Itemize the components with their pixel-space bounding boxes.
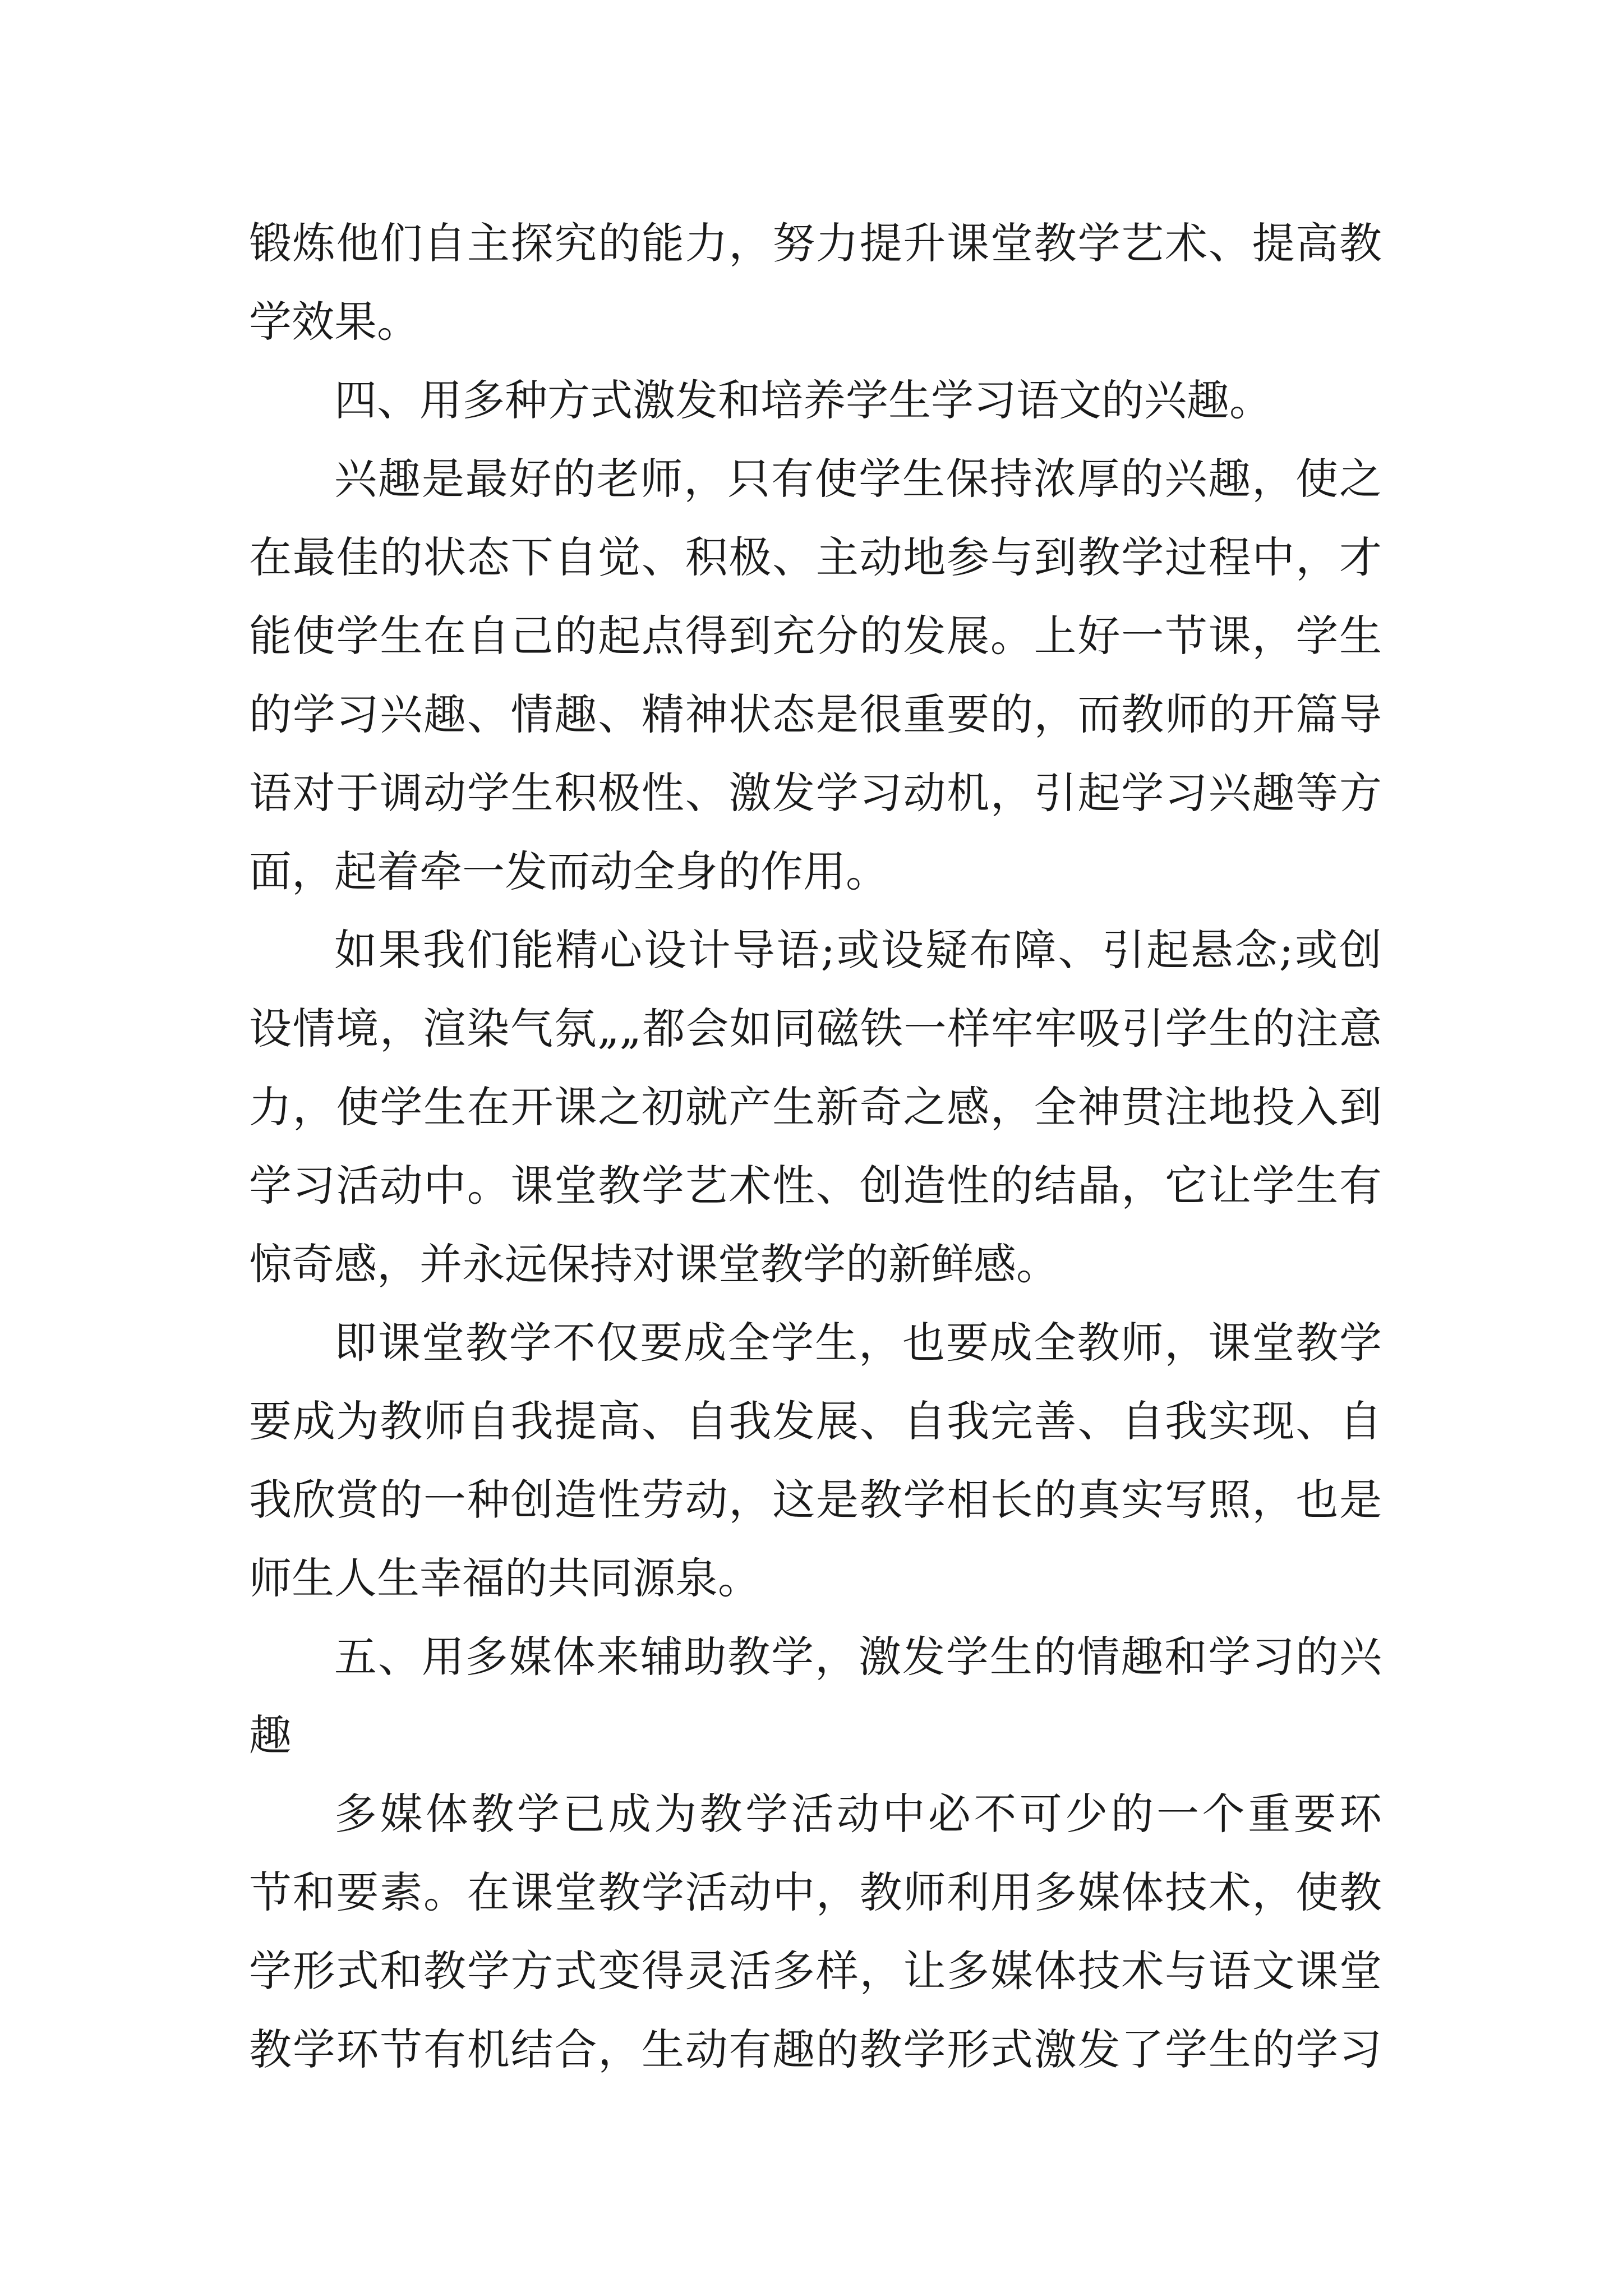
text-line: 力，使学生在开课之初就产生新奇之感，全神贯注地投入到	[249, 1082, 1382, 1132]
text-line: 语对于调动学生积极性、激发学习动机，引起学习兴趣等方	[249, 768, 1382, 818]
text-line: 学形式和教学方式变得灵活多样，让多媒体技术与语文课堂	[249, 1946, 1382, 1996]
text-line: 即课堂教学不仅要成全学生，也要成全教师，课堂教学	[334, 1318, 1382, 1368]
text-line: 学习活动中。课堂教学艺术性、创造性的结晶，它让学生有	[249, 1161, 1382, 1211]
text-line: 师生人生幸福的共同源泉。	[249, 1553, 760, 1603]
text-line: 锻炼他们自主探究的能力，努力提升课堂教学艺术、提高教	[249, 218, 1382, 268]
text-line: 节和要素。在课堂教学活动中，教师利用多媒体技术，使教	[249, 1867, 1382, 1917]
section-heading: 趣	[249, 1710, 292, 1760]
text-line: 要成为教师自我提高、自我发展、自我完善、自我实现、自	[249, 1396, 1382, 1446]
text-line: 学效果。	[249, 297, 419, 347]
text-line: 多媒体教学已成为教学活动中必不可少的一个重要环	[334, 1789, 1382, 1839]
text-line: 如果我们能精心设计导语;或设疑布障、引起悬念;或创	[334, 925, 1382, 975]
text-line: 我欣赏的一种创造性劳动，这是教学相长的真实写照，也是	[249, 1475, 1382, 1525]
text-line: 在最佳的状态下自觉、积极、主动地参与到教学过程中，才	[249, 532, 1382, 582]
text-line: 面，起着牵一发而动全身的作用。	[249, 846, 888, 896]
text-line: 教学环节有机结合，生动有趣的教学形式激发了学生的学习	[249, 2024, 1382, 2074]
section-heading: 五、用多媒体来辅助教学，激发学生的情趣和学习的兴	[334, 1632, 1382, 1682]
text-line: 兴趣是最好的老师，只有使学生保持浓厚的兴趣，使之	[334, 454, 1382, 504]
text-line: 惊奇感，并永远保持对课堂教学的新鲜感。	[249, 1239, 1059, 1289]
text-line: 设情境，渲染气氛„„都会如同磁铁一样牢牢吸引学生的注意	[249, 1004, 1382, 1053]
text-line: 能使学生在自己的起点得到充分的发展。上好一节课，学生	[249, 611, 1382, 661]
text-line: 的学习兴趣、情趣、精神状态是很重要的，而教师的开篇导	[249, 689, 1382, 739]
section-heading: 四、用多种方式激发和培养学生学习语文的兴趣。	[334, 375, 1272, 425]
